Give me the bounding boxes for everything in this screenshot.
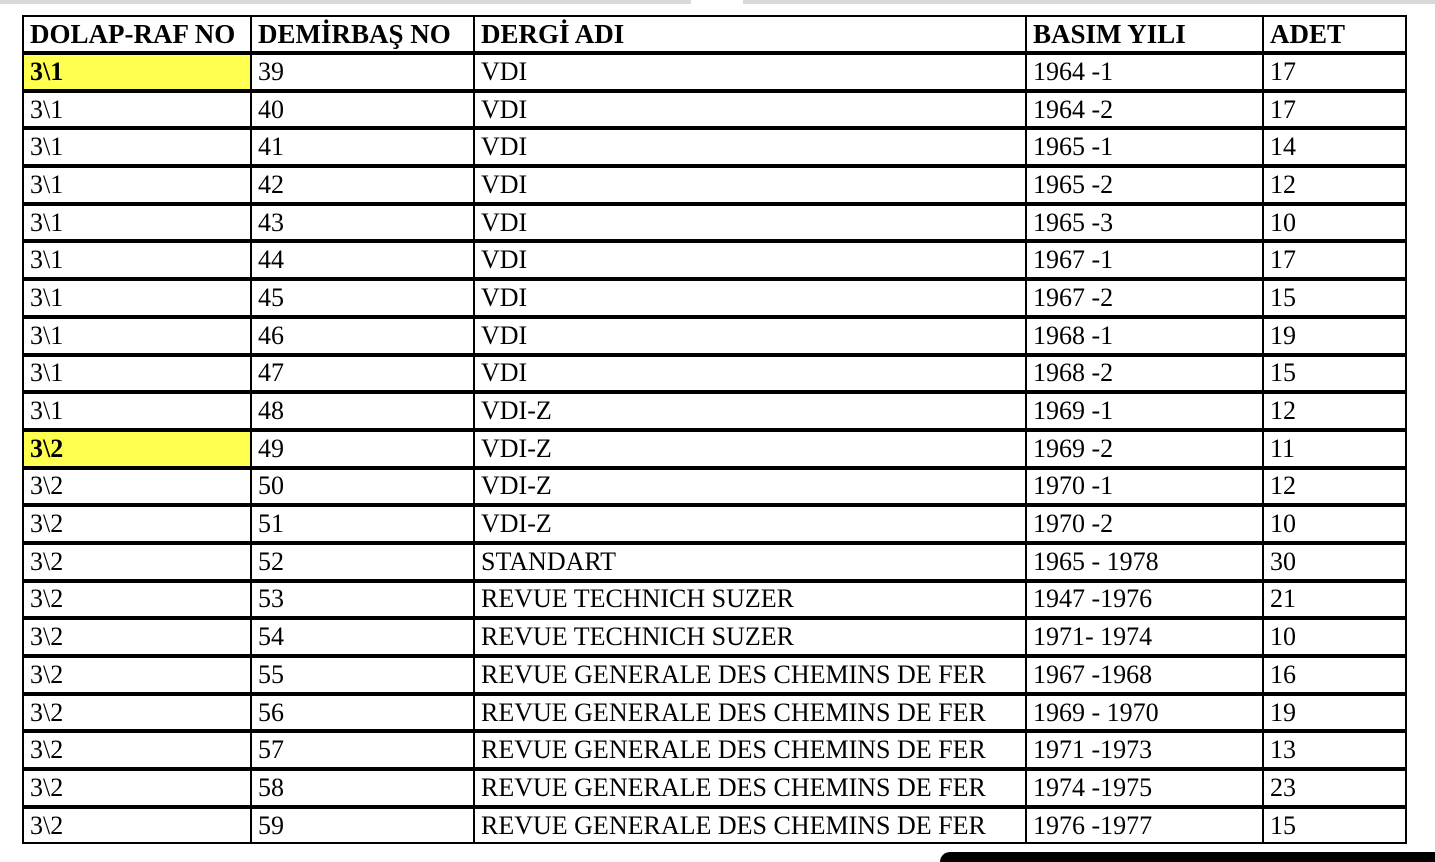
cell-demirbas-no: 56 xyxy=(252,696,475,730)
cell-adet: 11 xyxy=(1270,433,1296,463)
cell-adet: 10 xyxy=(1270,622,1296,652)
cell-demirbas-no: 49 xyxy=(252,432,475,466)
cell-basim-yili: 1967 -2 xyxy=(1027,281,1264,315)
cell-basim-yili: 1969 -1 xyxy=(1027,394,1264,428)
cell-adet: 14 xyxy=(1270,132,1296,162)
cell-dolap-raf-no: 3\1 xyxy=(24,93,252,127)
cell-dergi-adi: REVUE GENERALE DES CHEMINS DE FER xyxy=(475,696,1027,730)
table-row xyxy=(22,731,1407,769)
cell-dergi-adi: VDI xyxy=(475,206,1027,240)
cell-dolap-raf-no: 3\1 xyxy=(24,319,252,353)
cell-dergi-adi: VDI xyxy=(475,281,1027,315)
header-adet: ADET xyxy=(1270,18,1346,49)
cell-dolap-raf-no: 3\2 xyxy=(24,696,252,730)
cell-demirbas-no: 54 xyxy=(252,620,475,654)
cell-dergi-adi: REVUE GENERALE DES CHEMINS DE FER xyxy=(475,809,1027,843)
cell-demirbas-no: 52 xyxy=(252,545,475,579)
table-row xyxy=(22,355,1407,393)
cell-adet: 15 xyxy=(1270,810,1296,840)
cell-basim-yili: 1968 -1 xyxy=(1027,319,1264,353)
table-row xyxy=(22,128,1407,166)
table-body xyxy=(22,53,1407,844)
cell-basim-yili: 1968 -2 xyxy=(1027,357,1264,391)
cell-dolap-raf-no: 3\2 xyxy=(24,583,252,617)
cell-adet: 17 xyxy=(1270,94,1296,124)
cell-dergi-adi: VDI-Z xyxy=(475,432,1027,466)
cell-demirbas-no: 50 xyxy=(252,470,475,504)
cell-demirbas-no: 47 xyxy=(252,357,475,391)
top-strip-left-segment xyxy=(0,0,691,4)
cell-demirbas-no: 55 xyxy=(252,658,475,692)
cell-dergi-adi: VDI xyxy=(475,130,1027,164)
table-row xyxy=(22,204,1407,242)
table-row xyxy=(22,279,1407,317)
cell-dergi-adi: STANDART xyxy=(475,545,1027,579)
cell-demirbas-no: 43 xyxy=(252,206,475,240)
cell-adet: 13 xyxy=(1270,735,1296,765)
cell-basim-yili: 1965 -1 xyxy=(1027,130,1264,164)
horizontal-scrollbar-thumb[interactable] xyxy=(940,852,1435,862)
cell-demirbas-no: 45 xyxy=(252,281,475,315)
table-row xyxy=(22,618,1407,656)
cell-dolap-raf-no: 3\2 xyxy=(24,733,252,767)
cell-dolap-raf-no: 3\2 xyxy=(24,620,252,654)
table-row xyxy=(22,807,1407,845)
cell-adet: 19 xyxy=(1270,320,1296,350)
cell-dergi-adi: VDI xyxy=(475,243,1027,277)
cell-basim-yili: 1969 -2 xyxy=(1027,432,1264,466)
table-row xyxy=(22,317,1407,355)
cell-adet: 12 xyxy=(1270,396,1296,426)
cell-adet: 23 xyxy=(1270,772,1296,802)
cell-demirbas-no: 58 xyxy=(252,771,475,805)
table-row xyxy=(22,166,1407,204)
table-row xyxy=(22,430,1407,468)
cell-adet: 19 xyxy=(1270,697,1296,727)
cell-demirbas-no: 59 xyxy=(252,809,475,843)
cell-adet: 12 xyxy=(1270,169,1296,199)
table-row xyxy=(22,241,1407,279)
cell-dolap-raf-no: 3\1 xyxy=(24,243,252,277)
cell-basim-yili: 1964 -2 xyxy=(1027,93,1264,127)
header-demirbas-no: DEMİRBAŞ NO xyxy=(252,17,475,51)
cell-adet: 17 xyxy=(1270,56,1296,86)
cell-demirbas-no: 39 xyxy=(252,55,475,89)
cell-basim-yili: 1967 -1 xyxy=(1027,243,1264,277)
cell-demirbas-no: 40 xyxy=(252,93,475,127)
cell-basim-yili: 1965 -2 xyxy=(1027,168,1264,202)
table-row xyxy=(22,581,1407,619)
cell-dolap-raf-no: 3\1 xyxy=(24,168,252,202)
cell-dolap-raf-no: 3\1 xyxy=(24,281,252,315)
cell-basim-yili: 1965 -3 xyxy=(1027,206,1264,240)
cell-dolap-raf-no: 3\2 xyxy=(24,507,252,541)
cell-dergi-adi: REVUE GENERALE DES CHEMINS DE FER xyxy=(475,771,1027,805)
cell-demirbas-no: 44 xyxy=(252,243,475,277)
cell-basim-yili: 1970 -2 xyxy=(1027,507,1264,541)
cell-basim-yili: 1971- 1974 xyxy=(1027,620,1264,654)
cell-adet: 10 xyxy=(1270,509,1296,539)
cell-demirbas-no: 42 xyxy=(252,168,475,202)
cell-dergi-adi: VDI xyxy=(475,357,1027,391)
cell-adet: 15 xyxy=(1270,282,1296,312)
cell-adet: 10 xyxy=(1270,207,1296,237)
cell-basim-yili: 1974 -1975 xyxy=(1027,771,1264,805)
cell-dolap-raf-no: 3\2 xyxy=(24,432,252,466)
cell-dergi-adi: REVUE TECHNICH SUZER xyxy=(475,620,1027,654)
cell-dergi-adi: VDI xyxy=(475,319,1027,353)
cell-dergi-adi: VDI-Z xyxy=(475,470,1027,504)
cell-dergi-adi: VDI xyxy=(475,55,1027,89)
table-header-row xyxy=(22,15,1407,53)
cell-dergi-adi: REVUE GENERALE DES CHEMINS DE FER xyxy=(475,658,1027,692)
cell-adet: 12 xyxy=(1270,471,1296,501)
cell-dergi-adi: VDI-Z xyxy=(475,507,1027,541)
header-basim-yili: BASIM YILI xyxy=(1027,17,1264,51)
cell-basim-yili: 1947 -1976 xyxy=(1027,583,1264,617)
cell-demirbas-no: 51 xyxy=(252,507,475,541)
table-row xyxy=(22,53,1407,91)
table-row xyxy=(22,543,1407,581)
cell-demirbas-no: 48 xyxy=(252,394,475,428)
cell-dolap-raf-no: 3\1 xyxy=(24,206,252,240)
table-row xyxy=(22,694,1407,732)
cell-dolap-raf-no: 3\2 xyxy=(24,658,252,692)
cell-dolap-raf-no: 3\2 xyxy=(24,771,252,805)
cell-basim-yili: 1976 -1977 xyxy=(1027,809,1264,843)
cell-basim-yili: 1964 -1 xyxy=(1027,55,1264,89)
cell-basim-yili: 1965 - 1978 xyxy=(1027,545,1264,579)
cell-basim-yili: 1969 - 1970 xyxy=(1027,696,1264,730)
header-dolap-raf-no: DOLAP-RAF NO xyxy=(24,17,252,51)
journal-inventory-table xyxy=(22,15,1407,844)
cell-dergi-adi: VDI xyxy=(475,168,1027,202)
cell-adet: 17 xyxy=(1270,245,1296,275)
table-row xyxy=(22,91,1407,129)
cell-dolap-raf-no: 3\1 xyxy=(24,55,252,89)
cell-dolap-raf-no: 3\1 xyxy=(24,130,252,164)
cell-dolap-raf-no: 3\1 xyxy=(24,357,252,391)
cell-basim-yili: 1971 -1973 xyxy=(1027,733,1264,767)
cell-dolap-raf-no: 3\2 xyxy=(24,470,252,504)
cell-dergi-adi: REVUE TECHNICH SUZER xyxy=(475,583,1027,617)
cell-basim-yili: 1970 -1 xyxy=(1027,470,1264,504)
table-row xyxy=(22,656,1407,694)
cell-adet: 30 xyxy=(1270,546,1296,576)
cell-demirbas-no: 53 xyxy=(252,583,475,617)
top-strip-right-segment xyxy=(743,0,1435,4)
cell-adet: 15 xyxy=(1270,358,1296,388)
cell-dolap-raf-no: 3\2 xyxy=(24,809,252,843)
cell-dolap-raf-no: 3\2 xyxy=(24,545,252,579)
cell-dergi-adi: VDI xyxy=(475,93,1027,127)
cell-dergi-adi: REVUE GENERALE DES CHEMINS DE FER xyxy=(475,733,1027,767)
table-row xyxy=(22,505,1407,543)
cell-demirbas-no: 57 xyxy=(252,733,475,767)
table-row xyxy=(22,392,1407,430)
table-row xyxy=(22,468,1407,506)
cell-demirbas-no: 46 xyxy=(252,319,475,353)
cell-dergi-adi: VDI-Z xyxy=(475,394,1027,428)
header-dergi-adi: DERGİ ADI xyxy=(475,17,1027,51)
cell-adet: 16 xyxy=(1270,659,1296,689)
cell-demirbas-no: 41 xyxy=(252,130,475,164)
table-row xyxy=(22,769,1407,807)
cell-adet: 21 xyxy=(1270,584,1296,614)
cell-dolap-raf-no: 3\1 xyxy=(24,394,252,428)
cell-basim-yili: 1967 -1968 xyxy=(1027,658,1264,692)
